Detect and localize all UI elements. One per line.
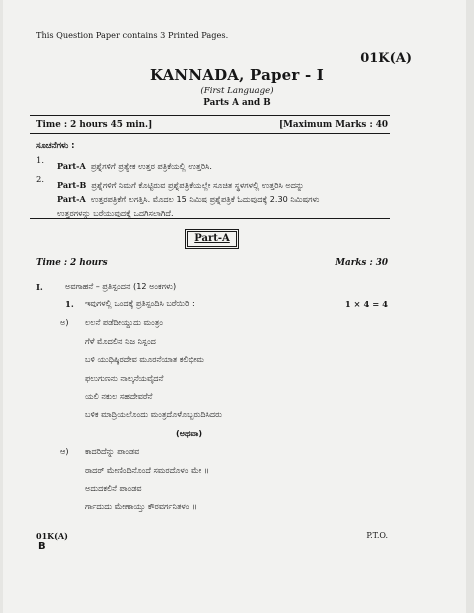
printed-pages-note: This Question Paper contains 3 Printed Pages.	[36, 30, 229, 40]
poem-line: ಅದುದಕಲಿನೆ ಪಾಂಡವ	[85, 483, 142, 493]
poem-line: ಬಳಿಕ ಮಾದ್ರಿಯಲೊಂದು ಮಂತ್ರದೊಳೊಬ್ಬರುದಿಸಿದರು	[85, 409, 222, 419]
poem-a-label: ಅ)	[60, 317, 69, 327]
instruction-number: 2.	[36, 174, 44, 184]
total-time: Time : 2 hours 45 min.]	[36, 120, 153, 130]
poem-line: ರಾದರ್ ಮೇಣಿಂದಿನೊಂದೆ ಸಮರದೊಳಂ ಮೇ ॥	[85, 465, 209, 475]
poem-line: ಗೆಳೆ ಮೊದಲಿನ ನಿಜ ನಿಸ್ಪಂದ	[85, 336, 156, 346]
instruction-part: Part-A	[57, 161, 86, 171]
question-number: 1.	[65, 299, 74, 309]
instructions-heading: ಸೂಚನೆಗಳು :	[36, 140, 75, 150]
instruction-text: ಪ್ರಶ್ನೆಗಳಿಗೆ ಪ್ರತ್ಯೇಕ ಉತ್ತರ ಪತ್ರಿಕೆಯಲ್ಲಿ ಉತ್ತರಿಸಿ.	[90, 161, 212, 171]
paper-parts: Parts A and B	[203, 98, 271, 108]
instruction-text: ಉತ್ತರಪತ್ರಿಕೆಗೆ ಲಗತ್ತಿಸಿ. ಮೊದಲ 15 ನಿಮಿಷ ಪ್ರಶ್ನೆಪತ್ರಿಕೆ ಓದುವುದಕ್ಕೆ 2.30 ನಿಮಿಷಗಳು	[90, 194, 320, 204]
footer-paper-code: 01K(A)	[36, 531, 68, 541]
poem-b-label: ಆ)	[60, 446, 69, 456]
instruction-part: Part-A	[57, 194, 86, 204]
poem-line: ಲಲನೆ ಪಡೆದೀಯ್ದುದು ಮಂತ್ರಂ	[85, 317, 163, 327]
poem-line: ಫಲುಗುಣನು ನಾಲ್ಕನೆಯವೈದನೆ	[85, 373, 164, 383]
poem-line: ರ್ಗಾದುದು ಮೇಣಾಯ್ತು ಕೌರವರ್ಗನಿತಳಂ ॥	[85, 501, 197, 511]
paper-subtitle: (First Language)	[200, 86, 274, 96]
instruction-number: 1.	[36, 155, 44, 165]
question-text: ಇವುಗಳಲ್ಲಿ ಒಂದಕ್ಕೆ ಪ್ರತಿಸ್ಪಂದಿಸಿ ಬರೆಯಿರಿ :	[85, 298, 195, 308]
instruction-part: Part-B	[57, 180, 87, 190]
question-marks: 1 × 4 = 4	[344, 299, 388, 309]
part-a-time: Time : 2 hours	[36, 258, 108, 268]
poem-line: ಬಳಿ ಯುಧಿಷ್ಠಿರದೇವ ಮೂರನೆಯಾತ ಕಲಿಭೀಮ	[85, 354, 204, 364]
footer-version-letter: B	[38, 541, 46, 552]
paper-code: 01K(A)	[360, 51, 412, 66]
or-divider: (ಅಥವಾ)	[176, 428, 203, 438]
maximum-marks: [Maximum Marks : 40	[279, 120, 388, 130]
poem-line: ಕಾದರಿದೆನ್ನು ಪಾಂಡವ	[85, 446, 140, 456]
instruction-text: ಪ್ರಶ್ನೆಗಳಿಗೆ ನಿಮಗೆ ಕೊಟ್ಟಿರುವ ಪ್ರಶ್ನೆಪತ್ರಿಕೆಯಲ್ಲೇ ಸೂಚಿತ ಸ್ಥಳಗಳಲ್ಲಿ ಉತ್ತರಿಸಿ ಅದನ್ನು	[91, 180, 305, 190]
instruction-text: ಉತ್ತರಗಳನ್ನು ಬರೆಯುವುದಕ್ಕೆ ಒದಗಿಸಲಾಗಿದೆ.	[57, 208, 174, 218]
section-heading: ಅವಗಾಹನೆ – ಪ್ರತಿಸ್ಪಂದನ (12 ಅಂಕಗಳು)	[65, 281, 177, 291]
section-number: I.	[36, 282, 43, 292]
poem-line: ಯಲಿ ನಕುಲ ಸಹದೇವರೆನೆ	[85, 391, 153, 401]
paper-title: KANNADA, Paper - I	[149, 66, 325, 84]
please-turn-over: P.T.O.	[366, 531, 388, 540]
part-a-marks: Marks : 30	[335, 258, 388, 268]
part-a-label: Part-A	[194, 233, 230, 244]
